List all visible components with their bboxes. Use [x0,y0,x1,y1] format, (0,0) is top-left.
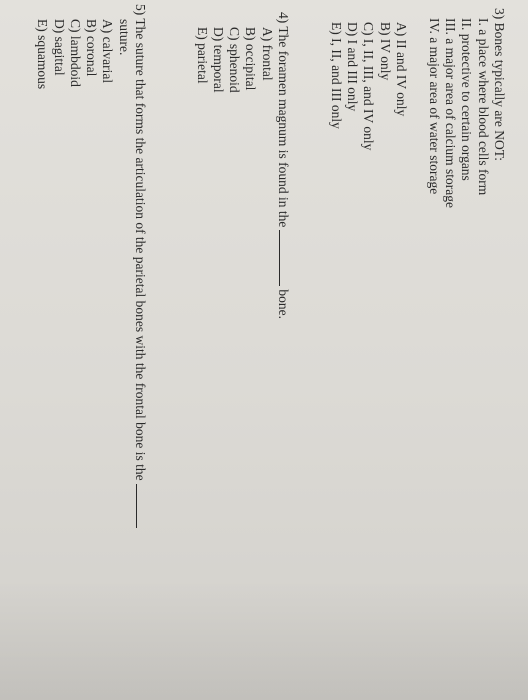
option-5c: C) lambdoid [67,19,83,87]
option-4d: D) temporal [210,27,226,93]
question-3-statement-1: I. a place where blood cells form [475,18,491,196]
question-5 [34,4,148,531]
option-4b: B) occipital [243,27,259,91]
question-3-stem: 3) Bones typically are NOT: [492,8,507,162]
option-5d: D) sagittal [51,19,67,76]
question-5-stem [132,4,148,531]
question-3-statement-2: II. protective to certain organs [459,18,475,181]
answer-blank [279,230,290,286]
question-3-statement-4: IV. a major area of water storage [426,18,442,195]
question-3-statement-3: III. a major area of calcium storage [443,18,459,209]
option-5b: B) coronal [84,19,100,77]
option-4c: C) sphenoid [227,27,243,93]
answer-blank [136,484,147,528]
option-3b: B) IV only [377,22,393,81]
question-5-stem-text: 5) The suture that forms the articulation of the parietal bones with the frontal bone is the [133,4,148,481]
option-4e: E) parietal [194,27,210,84]
question-4-stem-text: 4) The foramen magnum is found in the [276,12,291,228]
page-shadow [0,580,528,700]
question-5-stem-line-2: suture. [116,19,132,56]
option-3c: C) I, II, III, and IV only [361,22,377,151]
question-3 [426,8,507,208]
option-4a: A) frontal [259,27,275,81]
question-4 [193,12,291,319]
question-4-stem [275,12,291,319]
option-5a: A) calvarial [100,19,116,84]
question-3-options [328,22,409,150]
option-5e: E) squamous [35,19,51,90]
option-3d: D) I and III only [345,22,361,112]
option-3a: A) II and IV only [394,22,409,117]
question-4-stem-end: bone. [276,289,291,319]
option-3e: E) I, II, and III only [328,22,344,129]
